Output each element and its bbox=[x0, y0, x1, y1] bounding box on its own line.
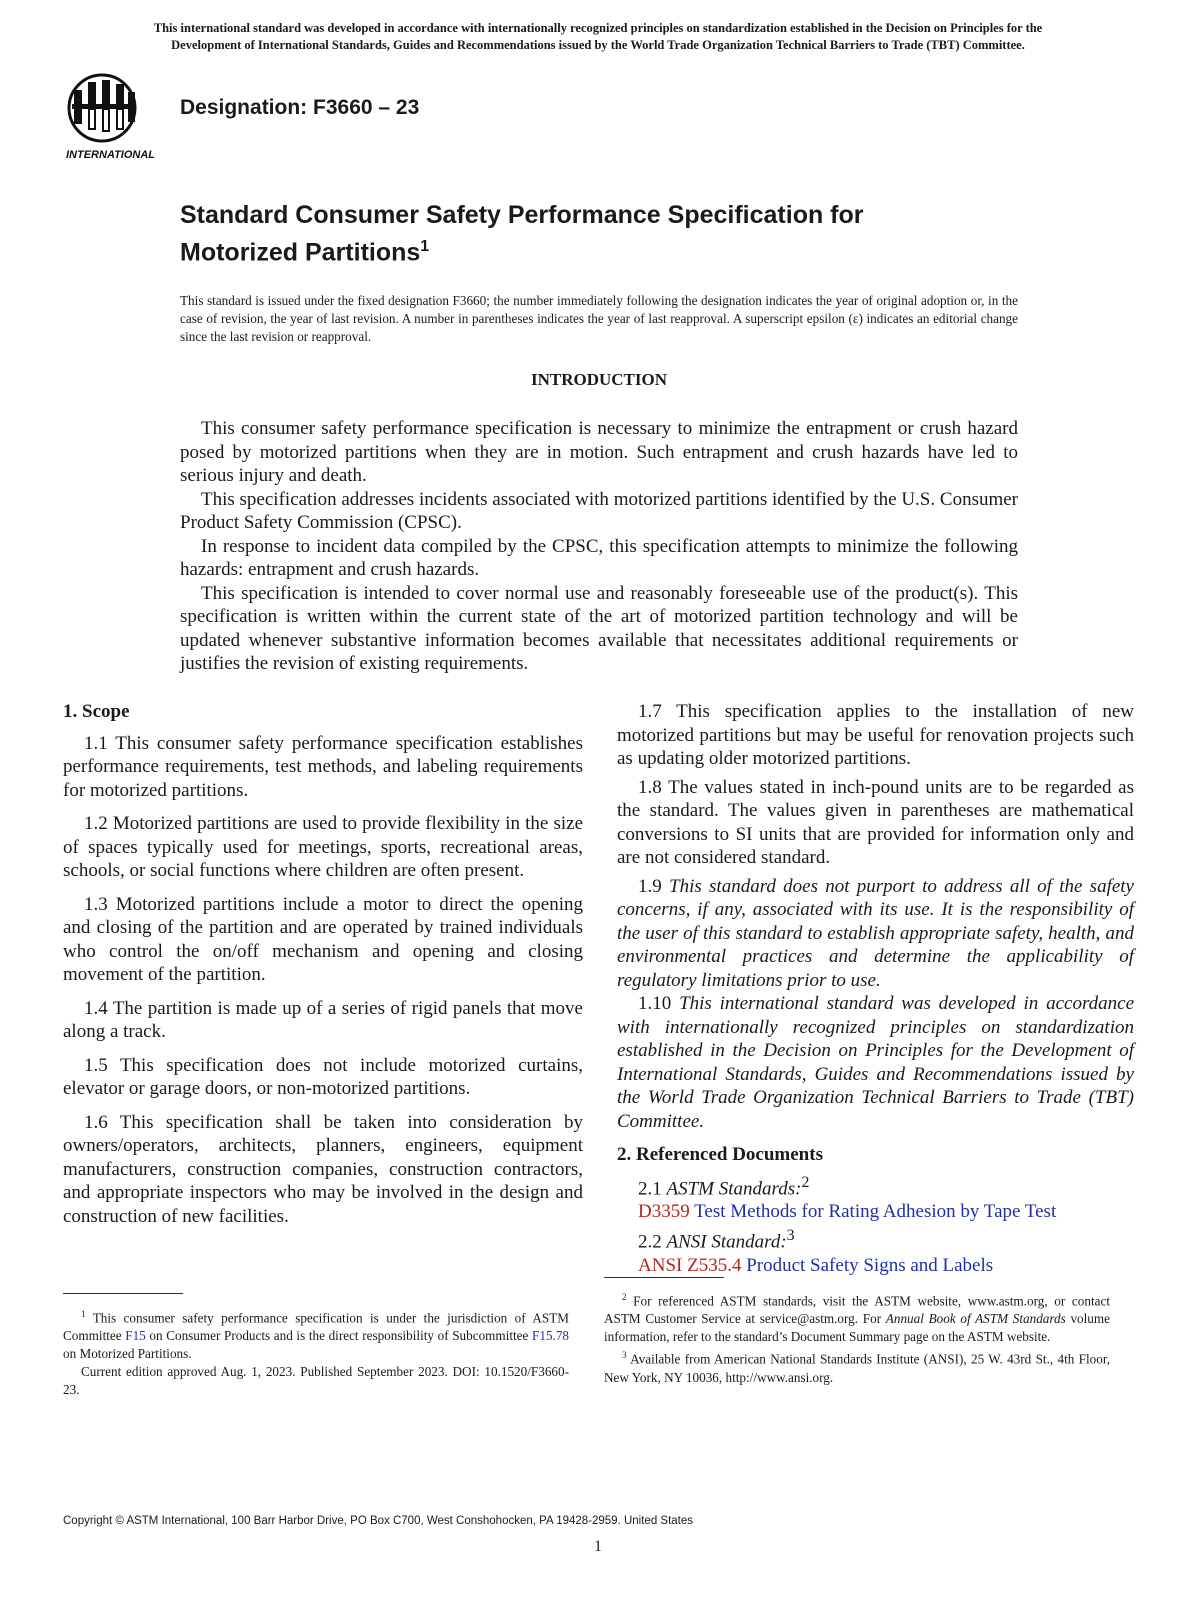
footnote-rule-right bbox=[604, 1277, 724, 1278]
astm-reference-title[interactable]: Test Methods for Rating Adhesion by Tape Test bbox=[694, 1201, 1057, 1223]
introduction-heading: INTRODUCTION bbox=[530, 370, 668, 389]
section-1-8: 1.8 The values stated in inch-pound units are to be regarded as the standard. The values given in parentheses are mathematical conversions to SI units that are provided for information only and are not considered standard. bbox=[617, 776, 1134, 868]
astm-reference-code[interactable]: D3359 bbox=[638, 1201, 690, 1223]
intro-paragraph: This specification addresses incidents associated with motorized partitions identified by the U.S. Consumer Product Safety Commission (CPSC). bbox=[180, 488, 1018, 533]
footnote-1-mark: 1 bbox=[81, 1309, 86, 1319]
ansi-reference-title[interactable]: Product Safety Signs and Labels bbox=[746, 1254, 994, 1276]
title-line-2: Motorized Partitions bbox=[180, 238, 421, 267]
section-1-9-number: 1.9 bbox=[638, 875, 662, 897]
tbt-notice bbox=[60, 20, 1136, 54]
footnote-1-link-committee[interactable]: F15 bbox=[125, 1328, 146, 1344]
referenced-documents-heading: 2. Referenced Documents bbox=[617, 1144, 823, 1165]
left-column bbox=[63, 700, 583, 1238]
section-1-4: 1.4 The partition is made up of a series of rigid panels that move along a track. bbox=[63, 997, 583, 1042]
footnote-3-mark: 3 bbox=[622, 1350, 627, 1361]
section-1-9-text: This standard does not purport to address all of the safety concerns, if any, associated with its use. It is the responsibility of the user of this standard to establish appropriate safety, health, and environmental practices and determine the applicability of regulatory limitations prior to use. bbox=[617, 875, 1134, 991]
section-1-5: 1.5 This specification does not include motorized curtains, elevator or garage doors, or non-motorized partitions. bbox=[63, 1054, 583, 1099]
ansi-standard-number: 2.2 bbox=[638, 1231, 662, 1253]
section-1-10-text: This international standard was developed in accordance with internationally recognized principles on standardization established in the Decision on Principles for the Development of International Standards, Guides and Recommendations issued by the World Trade Organization Technical Barriers to Trade (TBT) Committee. bbox=[617, 993, 1134, 1132]
copyright: Copyright © ASTM International, 100 Barr Harbor Drive, PO Box C700, West Conshohocken, PA 19428-2959. United States bbox=[63, 1515, 694, 1527]
section-1-6: 1.6 This specification shall be taken into consideration by owners/operators, architects, planners, engineers, equipment manufacturers, construction companies, construction contractors, and appropriate inspectors who may be involved in the design and construction of new facilities. bbox=[63, 1111, 583, 1227]
footnote-1-edition: Current edition approved Aug. 1, 2023. Published September 2023. DOI: 10.1520/F3660-23. bbox=[63, 1364, 569, 1398]
footnote-2-text-b: volume information, refer to the standard’s Document Summary page on the ASTM website. bbox=[604, 1311, 1111, 1345]
issued-note: This standard is issued under the fixed designation F3660; the number immediately following the designation indicates the year of original adoption or, in the case of revision, the year of last revision. A number in parentheses indicates the year of last reapproval. A superscript epsilon (ε) indicates an editorial change since the last revision or reapproval. bbox=[180, 293, 1018, 344]
footnote-1-link-subcommittee[interactable]: F15.78 bbox=[532, 1328, 570, 1344]
astm-logo bbox=[66, 70, 166, 165]
scope-heading: 1. Scope bbox=[63, 701, 130, 722]
ansi-standard-line bbox=[617, 1224, 1134, 1254]
section-1-1: 1.1 This consumer safety performance specification establishes performance requirements, test methods, and labeling requirements for motorized partitions. bbox=[63, 732, 583, 801]
page-number: 1 bbox=[594, 1538, 602, 1555]
footnote-rule-left bbox=[63, 1293, 183, 1294]
footnote-1-text-c: on Motorized Partitions. bbox=[63, 1346, 192, 1362]
footnote-1-text-a: This consumer safety performance specification is under the jurisdiction of ASTM Committee bbox=[63, 1310, 569, 1344]
footnote-3 bbox=[604, 1346, 1110, 1386]
astm-standards-label: ASTM Standards: bbox=[666, 1177, 802, 1199]
title-line-1: Standard Consumer Safety Performance Specification for bbox=[180, 201, 864, 229]
astm-standards-line bbox=[617, 1171, 1134, 1201]
section-1-3: 1.3 Motorized partitions include a motor to direct the opening and closing of the partition and are operated by trained individuals who control the on/off mechanism and opening and closing movement of the partition. bbox=[63, 893, 583, 985]
intro-paragraph: In response to incident data compiled by the CPSC, this specification attempts to minimize the following hazards: entrapment and crush hazards. bbox=[180, 535, 1018, 580]
astm-standards-number: 2.1 bbox=[638, 1177, 662, 1199]
footnotes-right bbox=[604, 1288, 1110, 1387]
right-column bbox=[617, 700, 1134, 1277]
section-1-9 bbox=[617, 875, 1134, 993]
ansi-standard-footnote-mark: 3 bbox=[786, 1226, 795, 1244]
footnote-2-italic: Annual Book of ASTM Standards bbox=[885, 1311, 1066, 1327]
astm-standards-footnote-mark: 2 bbox=[801, 1173, 810, 1191]
notice-line-1: This international standard was developed in accordance with internationally recognized principles on standardization established in the Decision on Principles for the bbox=[153, 21, 1043, 35]
intro-paragraph: This specification is intended to cover normal use and reasonably foreseeable use of the product(s). This specification is written within the current state of the art of motorized partition technology and will be updated whenever substantive information becomes available that necessitates additional requirements or justifies the revision of existing requirements. bbox=[180, 582, 1018, 674]
intro-paragraph: This consumer safety performance specification is necessary to minimize the entrapment or crush hazard posed by motorized partitions when they are in motion. Such entrapment and crush hazards have led to serious injury and death. bbox=[180, 418, 1018, 486]
notice-line-2: Development of International Standards, Guides and Recommendations issued by the World Trade Organization Technical Barriers to Trade (TBT) Committee. bbox=[171, 38, 1025, 52]
footnote-2-text-a: For referenced ASTM standards, visit the ASTM website, www.astm.org, or contact ASTM Customer Service at service@astm.org. For bbox=[604, 1293, 1110, 1327]
footnote-1 bbox=[63, 1305, 569, 1399]
section-1-2: 1.2 Motorized partitions are used to provide flexibility in the size of spaces typically used for meetings, sports, recreational areas, schools, or social functions where children are often present. bbox=[63, 813, 583, 881]
ansi-reference-code[interactable]: ANSI Z535.4 bbox=[638, 1254, 742, 1276]
section-1-7: 1.7 This specification applies to the installation of new motorized partitions but may be useful for renovation projects such as updating older motorized partitions. bbox=[617, 701, 1134, 769]
ansi-standard-label: ANSI Standard: bbox=[666, 1231, 787, 1253]
introduction-body bbox=[180, 417, 1018, 676]
ansi-reference-item[interactable] bbox=[617, 1254, 1134, 1278]
logo-text: INTERNATIONAL bbox=[66, 149, 156, 161]
section-1-10-number: 1.10 bbox=[638, 993, 672, 1014]
title-footnote-mark: 1 bbox=[420, 238, 430, 255]
astm-reference-item[interactable] bbox=[617, 1200, 1134, 1224]
standard-title bbox=[180, 200, 1040, 268]
footnote-3-text: Available from American National Standards Institute (ANSI), 25 W. 43rd St., 4th Floor, New York, NY 10036, http://www.ansi.org. bbox=[604, 1351, 1110, 1385]
footnote-2 bbox=[604, 1288, 1110, 1346]
footnote-1-text-b: on Consumer Products and is the direct responsibility of Subcommittee bbox=[149, 1328, 529, 1344]
footnote-2-mark: 2 bbox=[622, 1292, 627, 1302]
section-1-10 bbox=[617, 992, 1134, 1133]
designation: Designation: F3660 – 23 bbox=[180, 96, 420, 119]
